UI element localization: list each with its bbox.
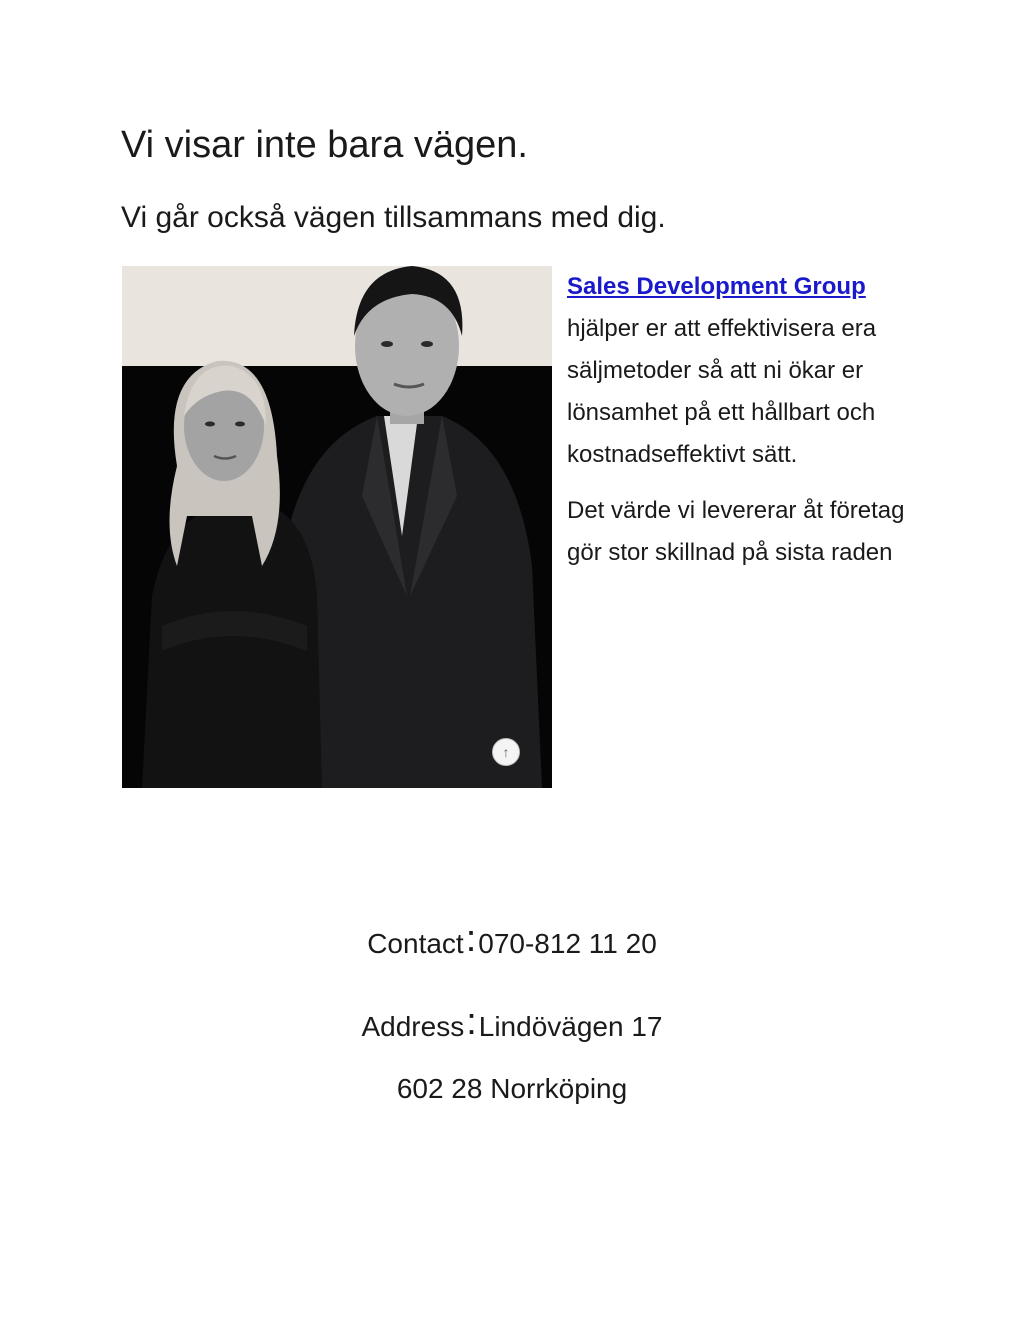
address-line bbox=[0, 1001, 1024, 1044]
address-label: Address bbox=[361, 1011, 465, 1042]
page-title: Vi visar inte bara vägen. bbox=[121, 124, 528, 166]
street-address: Lindövägen 17 bbox=[478, 1011, 663, 1042]
company-link[interactable]: Sales Development Group bbox=[567, 273, 866, 300]
intro-paragraph-1 bbox=[567, 266, 907, 476]
arrow-up-icon: ↑ bbox=[502, 744, 510, 760]
team-photo bbox=[122, 266, 552, 788]
contact-colon: : bbox=[465, 918, 477, 960]
team-photo-illustration bbox=[122, 266, 552, 788]
intro-paragraph-2: Det värde vi levererar åt företag gör stor skillnad på sista raden bbox=[567, 497, 905, 566]
intro-text bbox=[567, 266, 907, 588]
contact-line bbox=[0, 918, 1024, 961]
intro-text-1: hjälper er att effektivisera era säljmetoder så att ni ökar er lönsamhet på ett hållbart och kostnadseffektivt sätt. bbox=[567, 315, 877, 468]
contact-label: Contact bbox=[367, 928, 464, 959]
page-subtitle: Vi går också vägen tillsammans med dig. bbox=[121, 201, 666, 234]
phone-number: 070-812 11 20 bbox=[478, 928, 657, 959]
address-colon: : bbox=[466, 1001, 477, 1043]
city-line: 602 28 Norrköping bbox=[396, 1073, 628, 1104]
scroll-to-top-button[interactable] bbox=[492, 738, 520, 766]
